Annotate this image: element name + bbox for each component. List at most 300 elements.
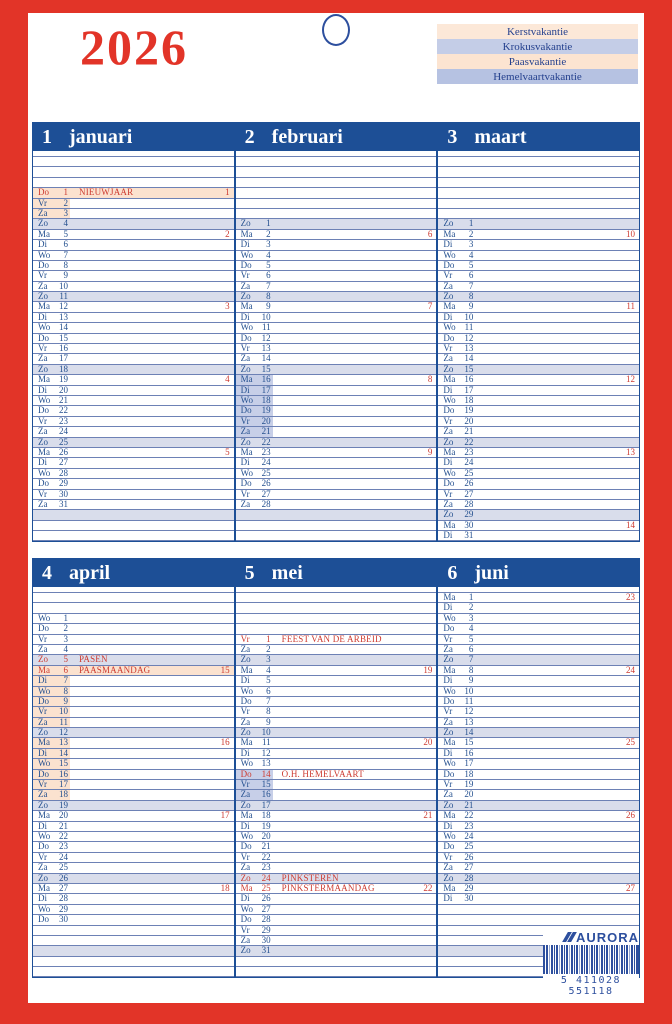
brand-name: AURORA (575, 929, 639, 945)
day-number: 29 (464, 883, 474, 893)
calendar-row (236, 905, 437, 915)
legend-item (437, 69, 638, 84)
day-number: 31 (464, 531, 474, 541)
weekday-label: Ma (443, 229, 456, 239)
weekday-label: Wo (443, 613, 456, 623)
weekday-label: Vr (240, 271, 250, 281)
weekday-label: Za (240, 427, 251, 437)
day-number: 3 (468, 613, 474, 623)
calendar-row (33, 832, 234, 842)
calendar-row (33, 863, 234, 873)
calendar-row (438, 874, 639, 884)
day-number: 1 (266, 634, 271, 644)
calendar-row (236, 915, 437, 925)
day-number: 30 (59, 915, 68, 925)
calendar-row (33, 240, 234, 250)
calendar-row (236, 386, 437, 396)
calendar-row (236, 894, 437, 904)
day-number: 29 (261, 925, 271, 935)
day-number: 27 (261, 904, 271, 914)
week-number: 6 (427, 229, 433, 239)
calendar-row (236, 707, 437, 717)
calendar-row (438, 458, 639, 468)
calendar-row (236, 666, 437, 676)
calendar-row (236, 603, 437, 613)
calendar-row (33, 635, 234, 645)
weekday-label: Ma (240, 665, 253, 675)
weekday-label: Zo (443, 364, 454, 374)
day-number: 12 (261, 333, 271, 343)
holiday-name: NIEUWJAAR (79, 188, 134, 198)
calendar-row (236, 531, 437, 541)
weekday-label: Do (240, 769, 252, 779)
day-number: 19 (464, 406, 474, 416)
day-number: 5 (63, 655, 68, 665)
calendar-row (438, 167, 639, 177)
calendar-row (438, 645, 639, 655)
day-number: 19 (59, 375, 68, 385)
weekday-label: Ma (443, 302, 456, 312)
calendar-row (438, 510, 639, 520)
calendar-row (236, 292, 437, 302)
day-number: 11 (464, 323, 474, 333)
weekday-label: Wo (240, 395, 253, 405)
weekday-label: Za (38, 644, 48, 654)
day-number: 23 (59, 416, 68, 426)
day-number: 1 (63, 613, 68, 623)
weekday-label: Di (443, 240, 453, 250)
calendar-row (438, 365, 639, 375)
calendar-row (236, 427, 437, 437)
day-number: 4 (266, 250, 271, 260)
weekday-label: Ma (240, 883, 253, 893)
holiday-name: PASEN (79, 655, 108, 665)
weekday-label: Wo (240, 468, 253, 478)
calendar-row (438, 490, 639, 500)
day-number: 16 (261, 790, 271, 800)
weekday-label: Za (240, 790, 251, 800)
weekday-label: Zo (38, 437, 48, 447)
weekday-label: Wo (240, 759, 253, 769)
calendar-row (33, 219, 234, 229)
legend-label: Paasvakantie (508, 55, 567, 68)
calendar-row (33, 323, 234, 333)
day-number: 16 (464, 375, 474, 385)
weekday-label: Di (240, 458, 250, 468)
calendar-row (236, 874, 437, 884)
month-block-januari (32, 122, 235, 542)
weekday-label: Do (240, 260, 252, 270)
day-number: 13 (261, 344, 271, 354)
day-number: 5 (63, 229, 68, 239)
calendar-row (438, 759, 639, 769)
weekday-label: Za (443, 281, 453, 291)
month-block-februari (235, 122, 438, 542)
day-number: 10 (464, 312, 474, 322)
day-number: 17 (59, 354, 68, 364)
calendar-row (236, 510, 437, 520)
calendar-row (33, 178, 234, 188)
weekday-label: Vr (240, 925, 250, 935)
day-number: 14 (464, 728, 474, 738)
calendar-row (236, 863, 437, 873)
day-number: 3 (63, 208, 68, 218)
calendar-row (438, 676, 639, 686)
day-number: 23 (464, 821, 474, 831)
calendar-row (438, 905, 639, 915)
day-number: 16 (59, 769, 68, 779)
calendar-row (438, 396, 639, 406)
weekday-label: Wo (240, 686, 253, 696)
day-number: 25 (59, 437, 68, 447)
calendar-row (438, 469, 639, 479)
day-number: 25 (261, 883, 271, 893)
weekday-label: Di (38, 748, 47, 758)
calendar-row (33, 718, 234, 728)
calendar-row (438, 386, 639, 396)
day-number: 27 (59, 458, 68, 468)
weekday-label: Do (38, 624, 49, 634)
day-number: 14 (261, 769, 271, 779)
week-number: 3 (225, 302, 230, 312)
day-number: 30 (59, 489, 68, 499)
calendar-row (438, 853, 639, 863)
weekday-label: Zo (38, 728, 48, 738)
legend-item (437, 39, 638, 54)
weekday-label: Vr (38, 634, 47, 644)
calendar-row (33, 749, 234, 759)
calendar-row (33, 853, 234, 863)
day-number: 7 (468, 655, 474, 665)
day-number: 25 (464, 842, 474, 852)
calendar-row (236, 302, 437, 312)
weekday-label: Do (443, 842, 455, 852)
calendar-row (236, 313, 437, 323)
weekday-label: Za (38, 499, 48, 509)
calendar-row (33, 676, 234, 686)
calendar-row (33, 790, 234, 800)
calendar-row (33, 282, 234, 292)
year-title: 2026 (80, 19, 188, 75)
day-number: 11 (262, 738, 271, 748)
day-number: 15 (261, 780, 271, 790)
day-number: 10 (59, 707, 68, 717)
weekday-label: Do (443, 696, 455, 706)
weekday-label: Di (443, 312, 453, 322)
day-number: 2 (266, 229, 271, 239)
day-number: 24 (59, 427, 68, 437)
holiday-name: PAASMAANDAG (79, 665, 151, 675)
day-number: 8 (468, 292, 474, 302)
month-rows (236, 592, 437, 977)
day-number: 3 (266, 655, 271, 665)
holiday-name: PINKSTERMAANDAG (281, 883, 375, 893)
day-number: 8 (468, 665, 474, 675)
calendar-row (33, 801, 234, 811)
weekday-label: Ma (240, 229, 253, 239)
weekday-label: Do (240, 479, 252, 489)
day-number: 26 (464, 479, 474, 489)
calendar-row (438, 749, 639, 759)
calendar-row (33, 957, 234, 967)
weekday-label: Vr (38, 852, 47, 862)
day-number: 22 (261, 437, 271, 447)
calendar-row (438, 832, 639, 842)
calendar-row (33, 417, 234, 427)
day-number: 26 (261, 894, 271, 904)
day-number: 15 (464, 738, 474, 748)
calendar-row (438, 209, 639, 219)
day-number: 24 (261, 873, 271, 883)
month-rows (33, 156, 234, 541)
month-header (438, 123, 639, 151)
calendar-row (33, 188, 234, 198)
weekday-label: Di (38, 894, 47, 904)
calendar-row (33, 167, 234, 177)
weekday-label: Di (443, 676, 453, 686)
weekday-label: Do (443, 479, 455, 489)
weekday-label: Vr (240, 780, 250, 790)
calendar-row (236, 822, 437, 832)
calendar-row (33, 894, 234, 904)
day-number: 3 (266, 240, 271, 250)
week-number: 27 (626, 883, 636, 893)
calendar-row (236, 697, 437, 707)
day-number: 12 (59, 302, 68, 312)
day-number: 11 (59, 292, 68, 302)
calendar-row (438, 531, 639, 541)
weekday-label: Zo (443, 800, 454, 810)
day-number: 13 (59, 312, 68, 322)
calendar-row (33, 780, 234, 790)
calendar-row (236, 728, 437, 738)
week-number: 9 (427, 447, 433, 457)
weekday-label: Zo (240, 364, 251, 374)
weekday-label: Do (443, 624, 455, 634)
month-rows (438, 156, 639, 541)
weekday-label: Di (38, 458, 47, 468)
day-number: 23 (59, 842, 68, 852)
weekday-label: Vr (38, 271, 47, 281)
calendar-row (236, 354, 437, 364)
weekday-label: Za (443, 717, 453, 727)
weekday-label: Do (38, 842, 49, 852)
calendar-row (438, 884, 639, 894)
calendar-row (33, 936, 234, 946)
day-number: 11 (262, 323, 271, 333)
day-number: 11 (59, 717, 68, 727)
week-number: 23 (626, 593, 636, 602)
weekday-label: Ma (443, 447, 456, 457)
day-number: 17 (59, 780, 68, 790)
calendar-row (236, 188, 437, 198)
legend-label: Hemelvaartvakantie (493, 70, 582, 83)
weekday-label: Wo (38, 395, 51, 405)
calendar-row (236, 801, 437, 811)
day-number: 30 (261, 935, 271, 945)
weekday-label: Zo (240, 728, 251, 738)
calendar-row (438, 282, 639, 292)
weekday-label: Ma (443, 811, 456, 821)
weekday-label: Wo (443, 468, 456, 478)
calendar-row (236, 770, 437, 780)
weekday-label: Di (443, 385, 453, 395)
day-number: 18 (261, 811, 271, 821)
day-number: 15 (261, 364, 271, 374)
weekday-label: Zo (443, 728, 454, 738)
calendar-row (236, 946, 437, 956)
day-number: 4 (63, 644, 68, 654)
calendar-row (438, 718, 639, 728)
vacation-legend (437, 24, 638, 84)
calendar-row (438, 354, 639, 364)
day-number: 6 (468, 271, 474, 281)
calendar-row (236, 438, 437, 448)
weekday-label: Za (38, 427, 48, 437)
weekday-label: Zo (38, 655, 48, 665)
weekday-label: Wo (38, 759, 51, 769)
weekday-label: Di (240, 821, 250, 831)
calendar-row (236, 344, 437, 354)
weekday-label: Za (443, 499, 453, 509)
calendar-row (438, 707, 639, 717)
weekday-label: Ma (240, 375, 253, 385)
day-number: 31 (59, 499, 68, 509)
day-number: 27 (261, 489, 271, 499)
weekday-label: Vr (443, 416, 453, 426)
calendar-row (33, 292, 234, 302)
calendar-row (33, 302, 234, 312)
weekday-label: Wo (240, 250, 253, 260)
calendar-row (438, 240, 639, 250)
day-number: 8 (266, 292, 271, 302)
weekday-label: Di (443, 748, 453, 758)
day-number: 2 (63, 198, 68, 208)
week-number: 7 (427, 302, 433, 312)
day-number: 11 (464, 696, 474, 706)
calendar-row (33, 396, 234, 406)
day-number: 2 (63, 624, 68, 634)
calendar-row (438, 438, 639, 448)
calendar-row (33, 707, 234, 717)
calendar-row (236, 157, 437, 167)
calendar-row (33, 531, 234, 541)
day-number: 5 (468, 260, 474, 270)
day-number: 10 (261, 312, 271, 322)
day-number: 5 (266, 260, 271, 270)
weekday-label: Ma (38, 738, 50, 748)
month-number: 4 (42, 561, 52, 584)
calendar-row (438, 334, 639, 344)
day-number: 22 (464, 437, 474, 447)
weekday-label: Za (240, 863, 251, 873)
calendar-row (236, 396, 437, 406)
day-number: 20 (261, 831, 271, 841)
day-number: 10 (261, 728, 271, 738)
weekday-label: Do (38, 188, 49, 198)
calendar-row (33, 448, 234, 458)
day-number: 22 (261, 852, 271, 862)
month-header (438, 559, 639, 587)
weekday-label: Vr (240, 634, 250, 644)
weekday-label: Ma (38, 229, 50, 239)
weekday-label: Zo (443, 437, 454, 447)
weekday-label: Di (38, 385, 47, 395)
calendar-row (33, 822, 234, 832)
day-number: 18 (261, 395, 271, 405)
day-number: 20 (464, 790, 474, 800)
calendar-row (438, 811, 639, 821)
calendar-row (33, 386, 234, 396)
calendar-row (33, 354, 234, 364)
calendar-row (33, 624, 234, 634)
week-number: 13 (626, 447, 636, 457)
day-number: 6 (468, 644, 474, 654)
weekday-label: Ma (443, 593, 456, 602)
weekday-label: Vr (443, 852, 453, 862)
calendar-row (236, 718, 437, 728)
calendar-row (33, 905, 234, 915)
calendar-row (236, 967, 437, 977)
day-number: 2 (468, 603, 474, 613)
calendar-row (236, 624, 437, 634)
calendar-row (33, 427, 234, 437)
weekday-label: Zo (240, 437, 251, 447)
weekday-label: Za (38, 717, 48, 727)
day-number: 17 (261, 800, 271, 810)
weekday-label: Ma (443, 520, 456, 530)
calendar-row (236, 655, 437, 665)
day-number: 22 (59, 831, 68, 841)
calendar-row (236, 738, 437, 748)
day-number: 9 (63, 696, 68, 706)
calendar-row (33, 759, 234, 769)
day-number: 4 (63, 219, 68, 229)
calendar-row (33, 915, 234, 925)
calendar-row (33, 728, 234, 738)
weekday-label: Za (38, 354, 48, 364)
calendar-row (236, 448, 437, 458)
weekday-label: Zo (443, 292, 454, 302)
weekday-label: Za (38, 790, 48, 800)
day-number: 13 (59, 738, 68, 748)
weekday-label: Di (240, 240, 250, 250)
calendar-row (438, 801, 639, 811)
calendar-row (438, 188, 639, 198)
week-number: 19 (423, 665, 433, 675)
holiday-name: FEEST VAN DE ARBEID (281, 634, 382, 644)
calendar-row (33, 614, 234, 624)
week-number: 8 (427, 375, 433, 385)
day-number: 21 (464, 800, 474, 810)
weekday-label: Do (443, 333, 455, 343)
calendar-row (33, 510, 234, 520)
day-number: 26 (261, 479, 271, 489)
calendar-row (33, 251, 234, 261)
calendar-row (236, 490, 437, 500)
calendar-row (438, 697, 639, 707)
weekday-label: Do (240, 333, 252, 343)
day-number: 10 (59, 281, 68, 291)
weekday-label: Do (38, 769, 49, 779)
weekday-label: Za (240, 717, 251, 727)
day-number: 27 (59, 883, 68, 893)
weekday-label: Wo (240, 831, 253, 841)
month-name: april (69, 561, 111, 584)
weekday-label: Ma (38, 447, 50, 457)
day-number: 4 (468, 624, 474, 634)
week-number: 18 (220, 883, 230, 893)
